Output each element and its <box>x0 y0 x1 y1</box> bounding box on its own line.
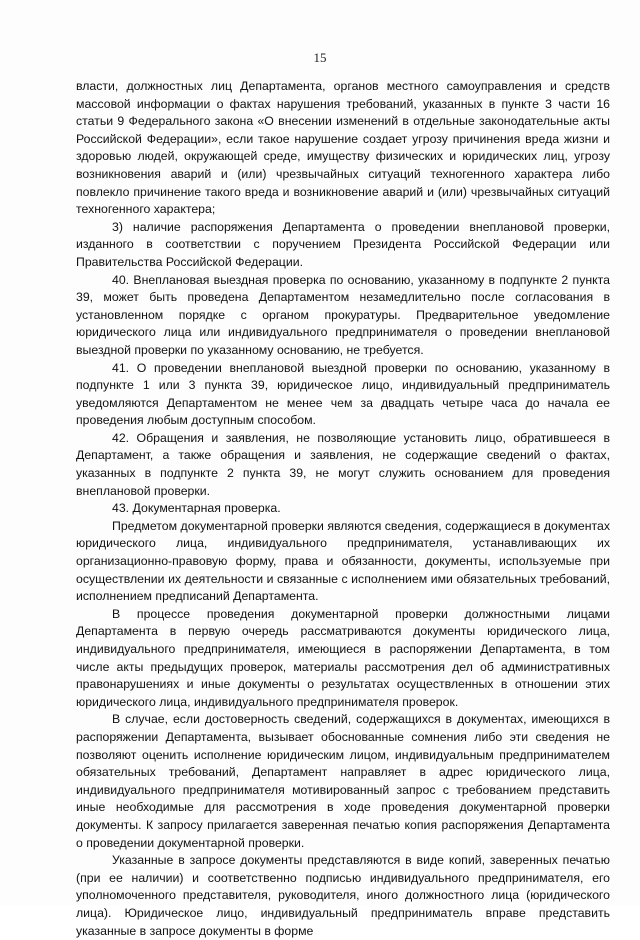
paragraph-clause-42: 42. Обращения и заявления, не позволяющие установить лицо, обратившееся в Департамент, а также обращения и заявления, не содержащие сведений о фактах, указанных в подпункте 2 пункта 39, не могут служить основанием для проведения внеплановой проверки. <box>76 430 610 498</box>
paragraph-subject: Предметом документарной проверки являются сведения, содержащиеся в документах юридического лица, индивидуального предпринимателя, устанавливающих их организационно-правовую форму, права и обязанности, документы, используемые при осуществлении их деятельности и связанные с исполнением ими обязательных требований, исполнением предписаний Департамента. <box>76 518 610 604</box>
paragraph-process: В процессе проведения документарной проверки должностными лицами Департамента в первую очередь рассматриваются документы юридического лица, индивидуального предпринимателя, имеющиеся в распоряжении Департамента, в том числе акты предыдущих проверок, материалы рассмотрения дел об административных правонарушениях и иные документы о результатах осуществленных в отношении этих юридического лица, индивидуального предпринимателя проверок. <box>76 606 610 709</box>
paragraph-continuation: власти, должностных лиц Департамента, органов местного самоуправления и средств массовой информации о фактах нарушения требований, указанных в пункте 3 части 16 статьи 9 Федерального закона «О внесении изменений в отдельные законодательные акты Российской Федерации», если такое нарушение создает угрозу причинения вреда жизни и здоровью людей, окружающей среде, имуществу физических и юридических лиц, угрозу возникновения аварий и (или) чрезвычайных ситуаций техногенного характера либо повлекло причинение такого вреда и возникновение аварий и (или) чрезвычайных ситуаций техногенного характера; <box>76 79 610 217</box>
paragraph-clause-40: 40. Внеплановая выездная проверка по основанию, указанному в подпункте 2 пункта 39, может быть проведена Департаментом незамедлительно после согласования в установленном порядке с органом прокуратуры. Предварительное уведомление юридического лица или индивидуального предпринимателя о проведении внеплановой выездной проверки по указанному основанию, не требуется. <box>76 272 610 357</box>
page-number: 15 <box>313 50 327 65</box>
paragraph-documents: Указанные в запросе документы представляются в виде копий, заверенных печатью (при ее наличии) и соответственно подписью индивидуального предпринимателя, его уполномоченного представителя, руководителя, иного должностного лица (юридического лица). Юридическое лицо, индивидуальный предприниматель вправе представить указанные в запросе документы в форме <box>76 853 610 938</box>
paragraph-item-3: 3) наличие распоряжения Департамента о проведении внеплановой проверки, изданного в соответствии с поручением Президента Российской Федерации или Правительства Российской Федерации. <box>76 219 610 269</box>
paragraph-clause-41: 41. О проведении внеплановой выездной проверки по основанию, указанному в подпункте 1 или 3 пункта 39, юридическое лицо, индивидуальный предприниматель уведомляются Департаментом не менее чем за двадцать четыре часа до начала ее проведения любым доступным способом. <box>76 360 610 428</box>
paragraph-clause-43-heading: 43. Документарная проверка. <box>112 501 281 516</box>
document-body <box>76 78 610 940</box>
paragraph-request: В случае, если достоверность сведений, содержащихся в документах, имеющихся в распоряжении Департамента, вызывает обоснованные сомнения либо эти сведения не позволяют оценить исполнение юридическим лицом, индивидуальным предпринимателем обязательных требований, Департамент направляет в адрес юридического лица, индивидуального предпринимателя мотивированный запрос с требованием представить иные необходимые для рассмотрения в ходе проведения документарной проверки документы. К запросу прилагается заверенная печатью копия распоряжения Департамента о проведении документарной проверки. <box>76 712 610 850</box>
